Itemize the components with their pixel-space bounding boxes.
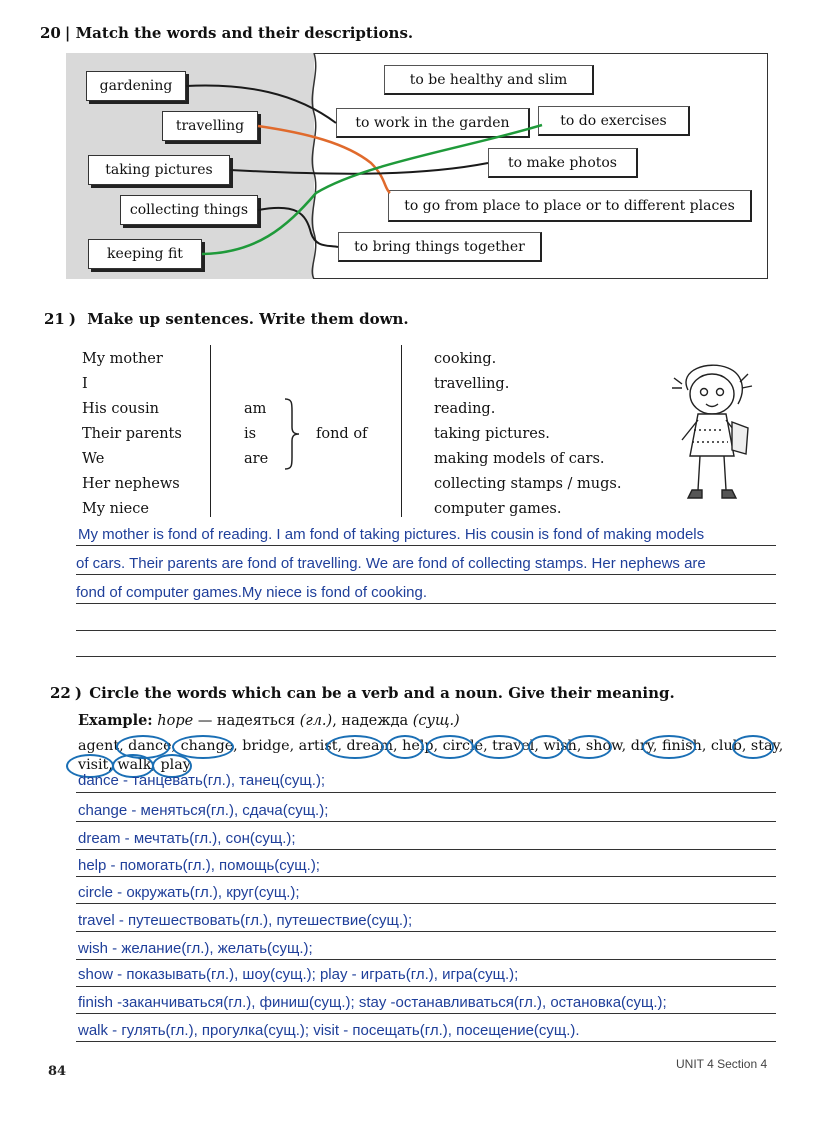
word-taking-pictures[interactable]: taking pictures	[88, 155, 230, 185]
page-number: 84	[48, 1064, 67, 1079]
object-item: taking pictures.	[434, 426, 550, 442]
word-gardening[interactable]: gardening	[86, 71, 186, 101]
desc-go-place-to-place[interactable]: to go from place to place or to different places	[388, 190, 752, 222]
example-gl: (гл.)	[299, 713, 333, 729]
ex20-matching-area	[66, 53, 768, 279]
ruled-line	[76, 821, 776, 822]
example-rest: — надеяться	[193, 713, 300, 729]
objects-column	[434, 347, 621, 522]
subject-item: Their parents	[82, 426, 182, 442]
line-pictures-photos	[230, 163, 488, 174]
ruled-line	[76, 903, 776, 904]
girl-illustration	[668, 360, 758, 508]
desc-healthy-slim[interactable]: to be healthy and slim	[384, 65, 594, 95]
object-item: travelling.	[434, 376, 510, 392]
ruled-line	[76, 792, 776, 793]
ex21-heading	[44, 310, 409, 328]
ex22-bracket: )	[74, 684, 82, 702]
unit-section-label: UNIT 4 Section 4	[676, 1057, 768, 1071]
object-item: reading.	[434, 401, 496, 417]
ex21-number: 21	[44, 310, 65, 328]
ex22-heading	[50, 684, 675, 702]
circle-stay	[732, 735, 774, 759]
desc-do-exercises[interactable]: to do exercises	[538, 106, 690, 136]
ruled-line	[76, 931, 776, 932]
line-travelling-go	[258, 126, 390, 193]
circle-travel	[474, 735, 524, 759]
verbs-column	[244, 397, 268, 472]
ex22-example	[78, 712, 460, 729]
example-word: hope	[157, 713, 194, 729]
circle-wish	[528, 735, 564, 759]
ex22-answer-10: walk - гулять(гл.), прогулка(сущ.); visit - посещать(гл.), посещение(сущ.).	[78, 1022, 580, 1039]
ex22-answer-8: show - показывать(гл.), шоу(сущ.); play - играть(гл.), игра(сущ.);	[78, 966, 519, 983]
fond-of-phrase: fond of	[316, 426, 368, 442]
ex22-answer-4: help - помогать(гл.), помощь(сущ.);	[78, 857, 320, 874]
ex22-number: 22	[50, 684, 71, 702]
ruled-line	[76, 849, 776, 850]
subjects-column	[82, 347, 182, 522]
ex22-answer-7: wish - желание(гл.), желать(сущ.);	[78, 940, 313, 957]
example-label: Example:	[78, 712, 153, 729]
ex20-title: Match the words and their descriptions.	[75, 24, 414, 42]
desc-bring-together[interactable]: to bring things together	[338, 232, 542, 262]
ex21-answer-line-2: of cars. Their parents are fond of travelling. We are fond of collecting stamps. Her nephews are	[76, 555, 706, 572]
ruled-line	[76, 1013, 776, 1014]
ex22-answer-5: circle - окружать(гл.), круг(сущ.);	[78, 884, 300, 901]
ex22-word-list-line-1: agent, dance, change, bridge, artist, dream, help, circle, travel, wish, show, dry, finish, club, stay,	[78, 738, 784, 754]
ruled-line	[76, 545, 776, 546]
curly-brace	[282, 397, 302, 471]
ruled-line	[76, 1041, 776, 1042]
ex22-answer-2: change - меняться(гл.), сдача(сущ.);	[78, 802, 329, 819]
verb-item: am	[244, 401, 267, 417]
ex21-answer-line-3: fond of computer games.My niece is fond of cooking.	[76, 584, 428, 601]
subject-item: We	[82, 451, 105, 467]
ruled-line	[76, 656, 776, 657]
ex22-word-list-line-2: visit, walk, play	[78, 757, 191, 773]
ex22-answer-3: dream - мечтать(гл.), сон(сущ.);	[78, 830, 296, 847]
circle-finish	[642, 735, 696, 759]
object-item: making models of cars.	[434, 451, 605, 467]
subject-item: My niece	[82, 501, 149, 517]
ex20-bracket: |	[64, 24, 71, 42]
circle-circle	[426, 735, 474, 759]
ex21-answer-line-1: My mother is fond of reading. I am fond of taking pictures. His cousin is fond of making models	[78, 526, 705, 543]
example-mid: , надежда	[332, 713, 413, 729]
ex22-answer-1: dance - танцевать(гл.), танец(сущ.);	[78, 772, 326, 789]
ruled-line	[76, 876, 776, 877]
circle-show	[566, 735, 612, 759]
object-item: computer games.	[434, 501, 562, 517]
divider-left	[210, 345, 211, 517]
object-item: cooking.	[434, 351, 497, 367]
divider-right	[401, 345, 402, 517]
subject-item: Her nephews	[82, 476, 180, 492]
word-travelling[interactable]: travelling	[162, 111, 258, 141]
line-keepingfit-exercises	[202, 125, 542, 254]
subject-item: My mother	[82, 351, 163, 367]
ex20-number: 20	[40, 24, 61, 42]
example-sush: (сущ.)	[412, 713, 460, 729]
verb-item: are	[244, 451, 269, 467]
matching-lines	[66, 53, 768, 279]
word-keeping-fit[interactable]: keeping fit	[88, 239, 202, 269]
object-item: collecting stamps / mugs.	[434, 476, 622, 492]
ruled-line	[76, 630, 776, 631]
word-collecting-things[interactable]: collecting things	[120, 195, 258, 225]
subject-item: I	[82, 376, 88, 392]
ex22-answer-6: travel - путешествовать(гл.), путешествие(сущ.);	[78, 912, 413, 929]
ruled-line	[76, 574, 776, 575]
ex21-title: Make up sentences. Write them down.	[87, 310, 409, 328]
subject-item: His cousin	[82, 401, 159, 417]
line-gardening-garden	[186, 85, 336, 123]
ex20-heading	[40, 24, 413, 42]
desc-work-garden[interactable]: to work in the garden	[336, 108, 530, 138]
ruled-line	[76, 986, 776, 987]
desc-make-photos[interactable]: to make photos	[488, 148, 638, 178]
ex21-bracket: )	[68, 310, 76, 328]
ex22-title: Circle the words which can be a verb and a noun. Give their meaning.	[89, 684, 675, 702]
ruled-line	[76, 603, 776, 604]
circle-help	[386, 735, 424, 759]
ruled-line	[76, 959, 776, 960]
ex22-answer-9: finish -заканчиваться(гл.), финиш(сущ.); stay -останавливаться(гл.), остановка(сущ.);	[78, 994, 667, 1011]
circle-dream	[326, 735, 384, 759]
verb-item: is	[244, 426, 257, 442]
